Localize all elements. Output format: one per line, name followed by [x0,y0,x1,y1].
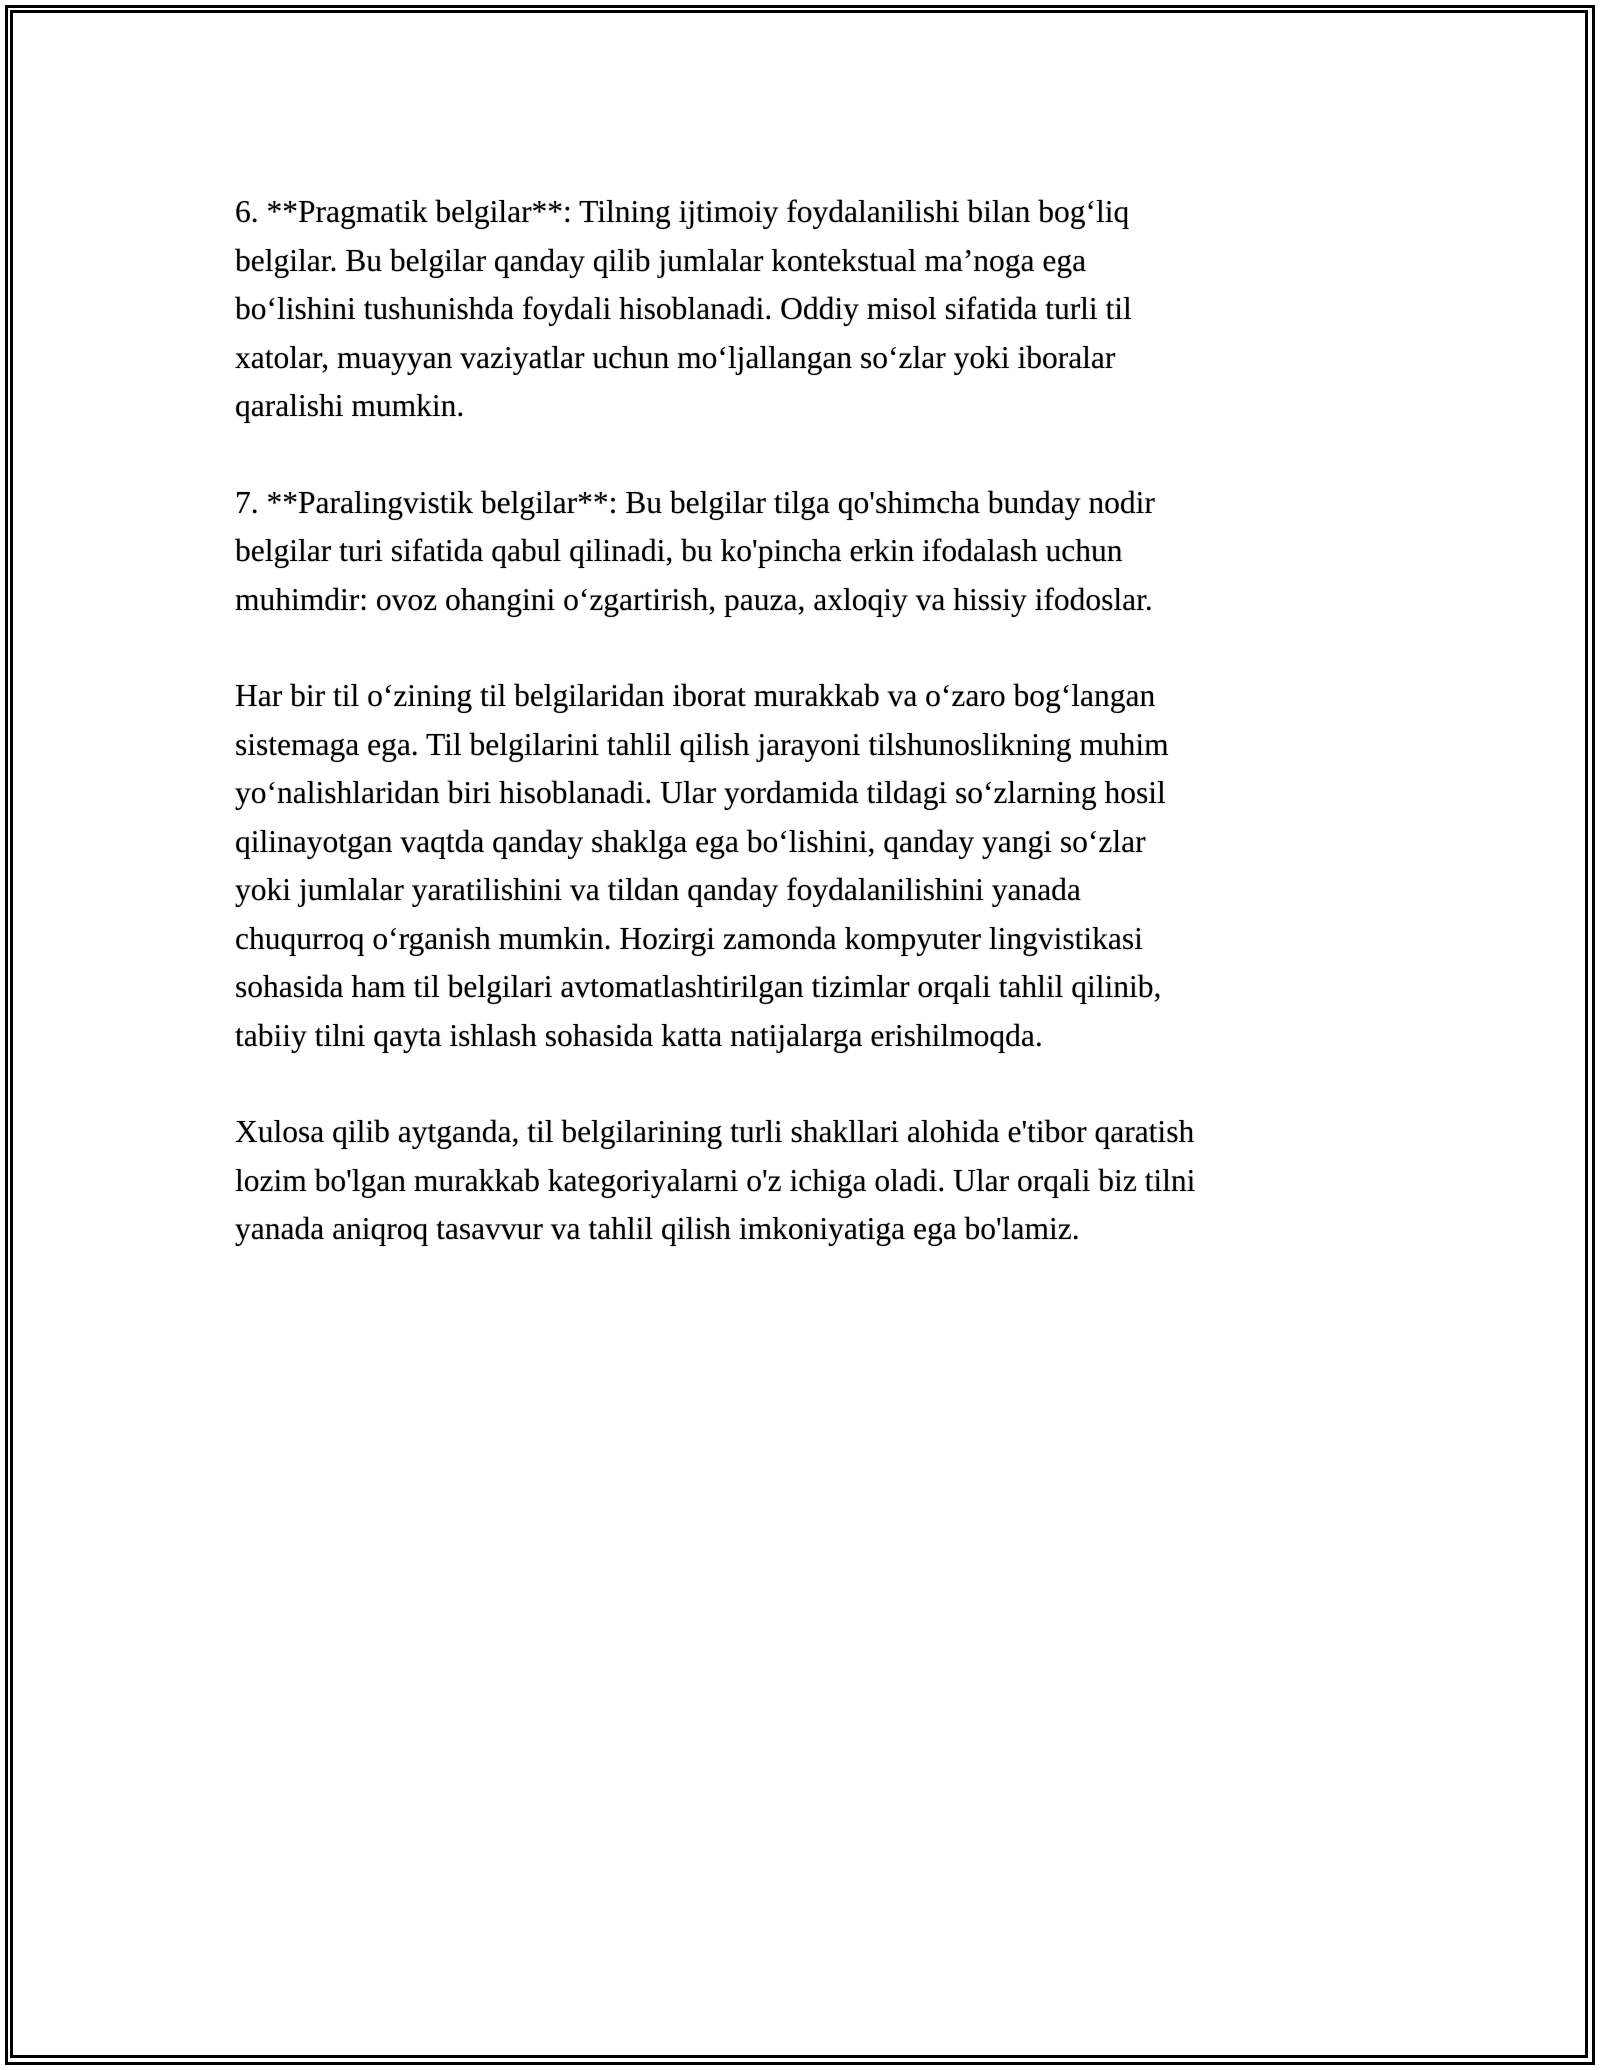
paragraph-pragmatik-belgilar: 6. **Pragmatik belgilar**: Tilning ijtimoiy foydalanilishi bilan bog‘liq belgilar. Bu belgilar qanday qilib jumlalar kontekstual ma’noga ega bo‘lishini tushunishda foydali hisoblanadi. Oddiy misol sifatida turli til xatolar, muayyan vaziyatlar uchun mo‘ljallangan so‘zlar yoki iboralar qaralishi mumkin. [235,194,1132,423]
paragraph-xulosa: Xulosa qilib aytganda, til belgilarining turli shakllari alohida e'tibor qaratish lozim bo'lgan murakkab kategoriyalarni o'z ichiga oladi. Ular orqali biz tilni yanada aniqroq tasavvur va tahlil qilish imkoniyatiga ega bo'lamiz. [235,1114,1196,1246]
document-body [235,188,1365,1302]
paragraph-paralingvistik-belgilar: 7. **Paralingvistik belgilar**: Bu belgilar tilga qo'shimcha bunday nodir belgilar turi sifatida qabul qilinadi, bu ko'pincha erkin ifodalash uchun muhimdir: ovoz ohangini o‘zgartirish, pauza, axloqiy va hissiy ifodoslar. [235,484,1155,617]
paragraph-til-belgilari-tahlili: Har bir til o‘zining til belgilaridan iborat murakkab va o‘zaro bog‘langan sistemaga ega. Til belgilarini tahlil qilish jarayoni tilshunoslikning muhim yo‘nalishlaridan biri hisoblanadi. Ular yordamida tildagi so‘zlarning hosil qilinayotgan vaqtda qanday shaklga ega bo‘lishini, qanday yangi so‘zlar yoki jumlalar yaratilishini va tildan qanday foydalanilishini yanada chuqurroq o‘rganish mumkin. Hozirgi zamonda kompyuter lingvistikasi sohasida ham til belgilari avtomatlashtirilgan tizimlar orqali tahlil qilinib, tabiiy tilni qayta ishlash sohasida katta natijalarga erishilmoqda. [235,678,1169,1053]
